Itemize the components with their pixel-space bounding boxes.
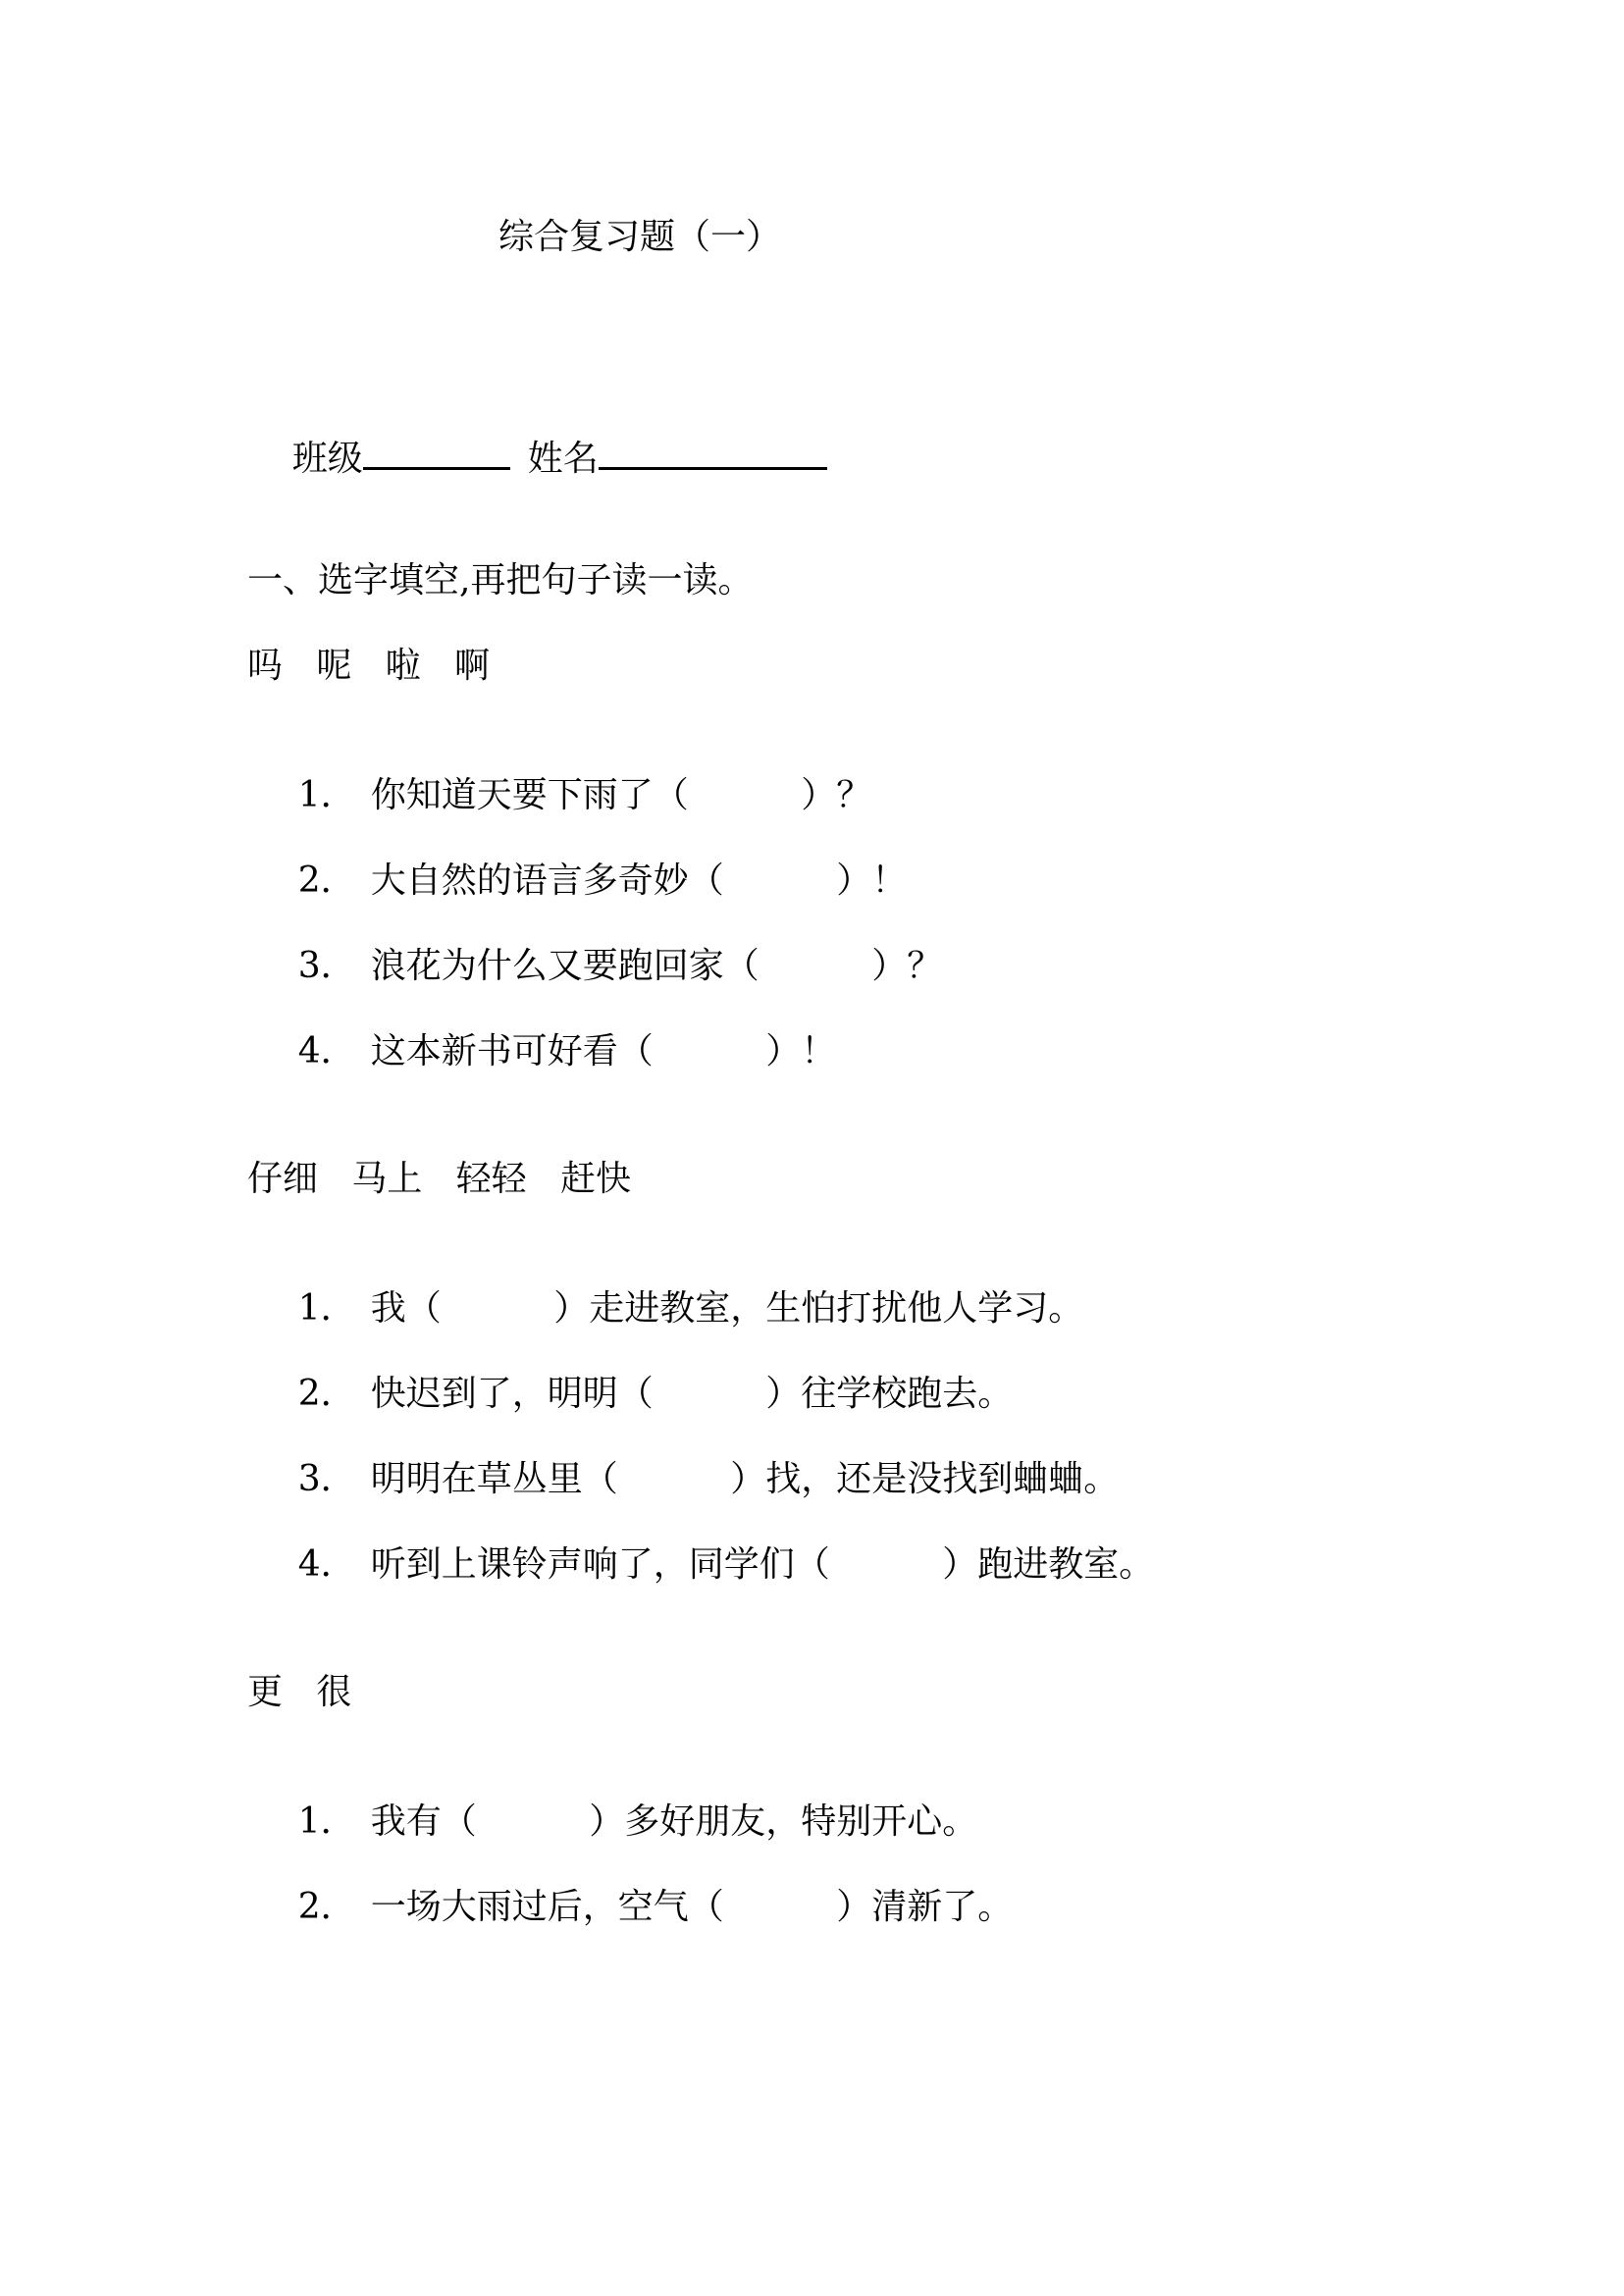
- question-number: 1．: [297, 1288, 356, 1329]
- question-number: 2．: [297, 1887, 356, 1927]
- name-label: 姓名: [527, 439, 599, 479]
- word-options-2: 仔细 马上 轻轻 赶快: [247, 1159, 631, 1199]
- question-text: 快迟到了，明明（ ）往学校跑去。: [370, 1374, 1014, 1414]
- question-row: [247, 987, 836, 1117]
- word-options-1: 吗 呢 啦 啊: [247, 646, 490, 686]
- question-text: 这本新书可好看（ ）！: [370, 1031, 837, 1071]
- question-number: 1．: [297, 1801, 356, 1842]
- question-number: 1．: [297, 775, 356, 815]
- question-number: 4．: [297, 1544, 356, 1585]
- question-text: 听到上课铃声响了，同学们（ ）跑进教室。: [370, 1544, 1155, 1585]
- question-text: 明明在草丛里（ ）找，还是没找到蛐蛐。: [370, 1459, 1120, 1499]
- class-blank-line[interactable]: [363, 434, 510, 470]
- class-label: 班级: [291, 439, 363, 479]
- question-number: 3．: [297, 1459, 356, 1499]
- question-text: 大自然的语言多奇妙（ ）！: [370, 861, 908, 901]
- page-title: 综合复习题（一）: [498, 217, 782, 257]
- question-row: [247, 1500, 1154, 1630]
- question-number: 3．: [297, 946, 356, 986]
- question-text: 一场大雨过后，空气（ ）清新了。: [370, 1887, 1014, 1927]
- question-text: 你知道天要下雨了（ ）？: [370, 775, 872, 815]
- word-options-3: 更 很: [247, 1672, 352, 1712]
- question-number: 2．: [297, 861, 356, 901]
- section-heading: 一、选字填空,再把句子读一读。: [247, 560, 754, 600]
- question-text: 我（ ）走进教室，生怕打扰他人学习。: [370, 1288, 1084, 1329]
- student-info-line: [247, 391, 827, 524]
- name-blank-line[interactable]: [599, 434, 827, 470]
- question-number: 4．: [297, 1031, 356, 1071]
- question-text: 浪花为什么又要跑回家（ ）？: [370, 946, 943, 986]
- question-text: 我有（ ）多好朋友，特别开心。: [370, 1801, 978, 1842]
- question-row: [247, 1843, 1013, 1972]
- question-number: 2．: [297, 1374, 356, 1414]
